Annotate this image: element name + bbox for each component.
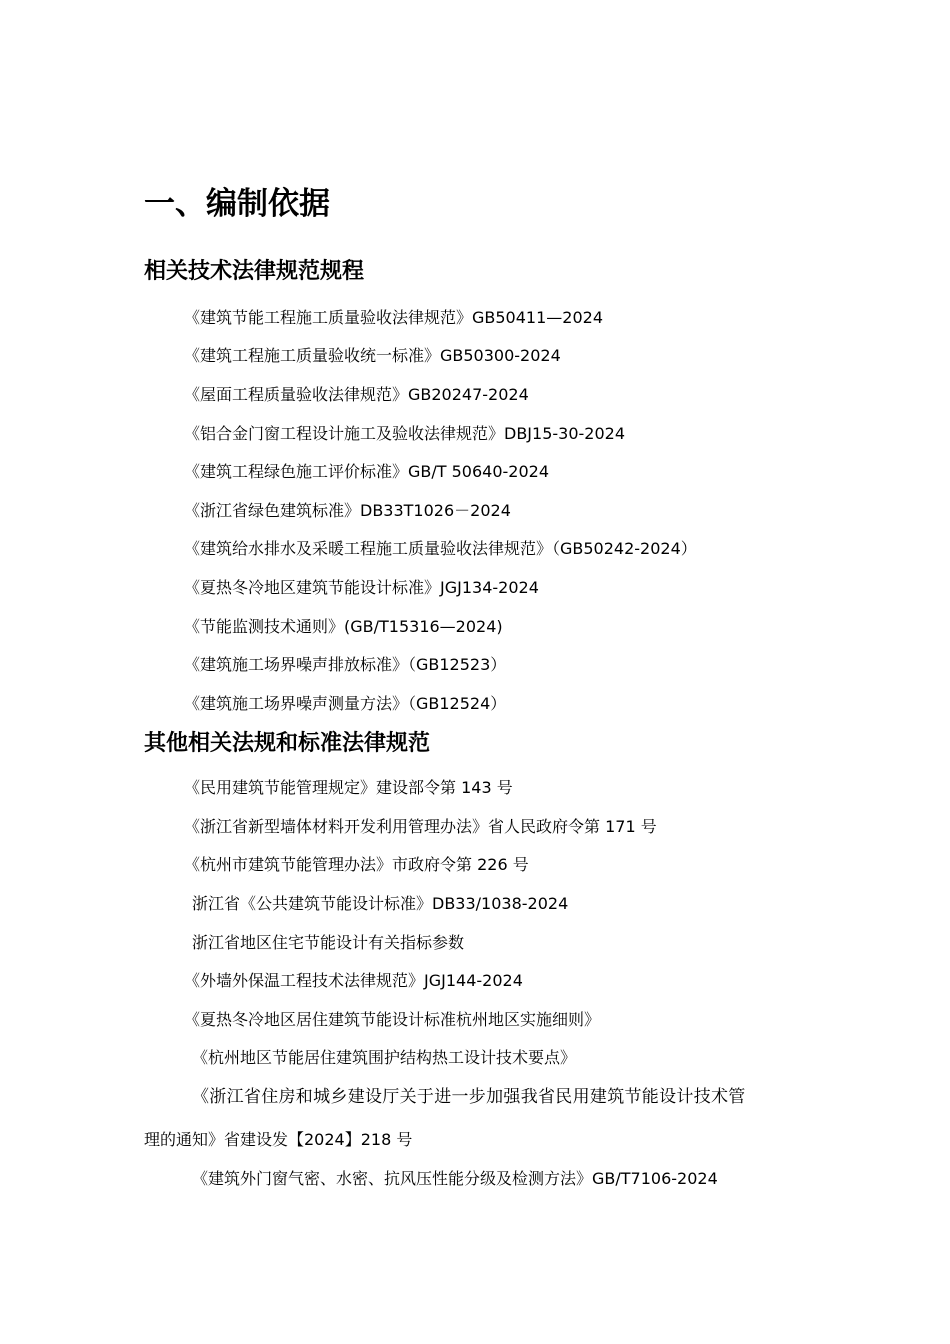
group1-item: 《建筑给水排水及采暖工程施工质量验收法律规范》（GB50242-2024）: [184, 539, 697, 558]
group1-heading: 相关技术法律规范规程: [144, 259, 365, 284]
group1-item: 《建筑工程施工质量验收统一标准》GB50300-2024: [184, 346, 561, 365]
group2-item: 浙江省《公共建筑节能设计标准》DB33/1038-2024: [192, 894, 569, 913]
group1-item: 《浙江省绿色建筑标准》DB33T1026－2024: [184, 501, 511, 520]
group1-item: 《建筑施工场界噪声排放标准》（GB12523）: [184, 655, 507, 674]
section-title: 一、编制依据: [144, 186, 330, 222]
group2-item-continuation: 理的通知》省建设发【2024】218 号: [144, 1130, 413, 1149]
group1-item: 《节能监测技术通则》(GB/T15316—2024): [184, 617, 503, 636]
group2-item: 《民用建筑节能管理规定》建设部令第 143 号: [184, 778, 513, 797]
group1-item: 《铝合金门窗工程设计施工及验收法律规范》DBJ15-30-2024: [184, 424, 626, 443]
group2-item: 《夏热冬冷地区居住建筑节能设计标准杭州地区实施细则》: [184, 1010, 601, 1029]
group2-item: 浙江省地区住宅节能设计有关指标参数: [192, 933, 465, 952]
group1-item: 《建筑工程绿色施工评价标准》GB/T 50640-2024: [184, 462, 550, 481]
group2-item: 《浙江省新型墙体材料开发利用管理办法》省人民政府令第 171 号: [184, 817, 657, 836]
group1-item: 《夏热冬冷地区建筑节能设计标准》JGJ134-2024: [184, 578, 539, 597]
group2-heading: 其他相关法规和标准法律规范: [144, 731, 431, 756]
group2-item: 《建筑外门窗气密、水密、抗风压性能分级及检测方法》GB/T7106-2024: [192, 1169, 718, 1188]
group2-item: 《外墙外保温工程技术法律规范》JGJ144-2024: [184, 971, 523, 990]
group2-item: 《浙江省住房和城乡建设厅关于进一步加强我省民用建筑节能设计技术管: [192, 1087, 746, 1107]
group2-item: 《杭州地区节能居住建筑围护结构热工设计技术要点》: [192, 1048, 577, 1067]
group2-item: 《杭州市建筑节能管理办法》市政府令第 226 号: [184, 855, 529, 874]
group1-item: 《建筑节能工程施工质量验收法律规范》GB50411—2024: [184, 308, 603, 327]
group1-item: 《屋面工程质量验收法律规范》GB20247-2024: [184, 385, 529, 404]
group1-item: 《建筑施工场界噪声测量方法》（GB12524）: [184, 694, 507, 713]
